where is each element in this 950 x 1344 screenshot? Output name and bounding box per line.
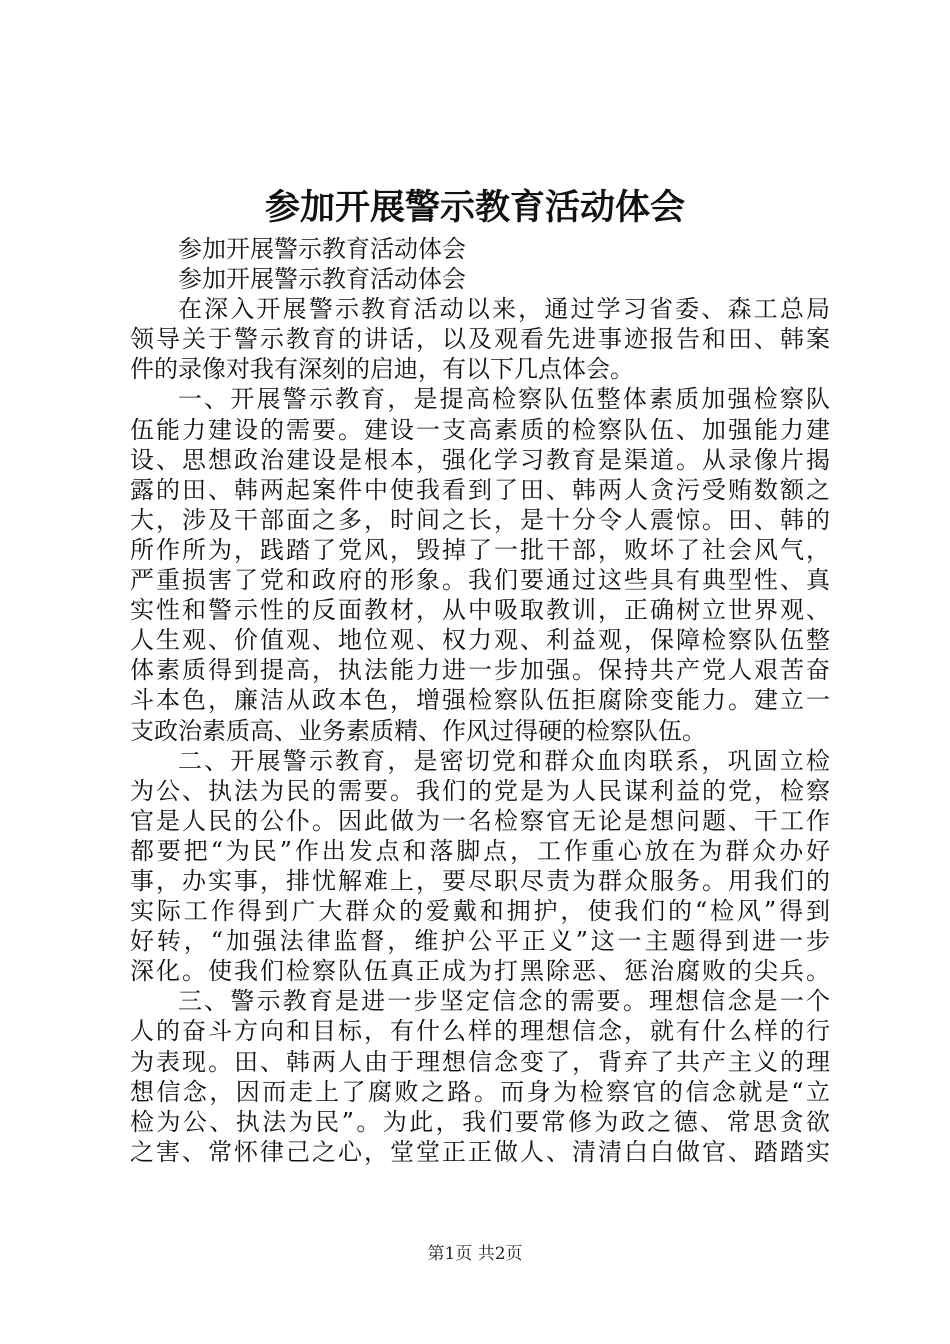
- body-line: 想信念，因而走上了腐败之路。而身为检察官的信念就是“立: [130, 1077, 830, 1106]
- body-line: 参加开展警示教育活动体会: [178, 265, 466, 294]
- body-line: 所作所为，践踏了党风，毁掉了一批干部，败坏了社会风气，: [130, 535, 830, 564]
- body-line: 设、思想政治建设是根本，强化学习教育是渠道。从录像片揭: [130, 445, 830, 474]
- body-line: 深化。使我们检察队伍真正成为打黑除恶、惩治腐败的尖兵。: [130, 957, 830, 986]
- body-line: 体素质得到提高，执法能力进一步加强。保持共产党人艰苦奋: [130, 656, 830, 685]
- body-line: 好转，“加强法律监督，维护公平正义”这一主题得到进一步: [130, 927, 830, 956]
- body-line: 人生观、价值观、地位观、权力观、利益观，保障检察队伍整: [130, 626, 830, 655]
- body-line: 支政治素质高、业务素质精、作风过得硬的检察队伍。: [130, 716, 706, 745]
- body-line: 人的奋斗方向和目标，有什么样的理想信念，就有什么样的行: [130, 1017, 830, 1046]
- body-line: 官是人民的公仆。因此做为一名检察官无论是想问题、干工作: [130, 806, 830, 835]
- body-line: 为表现。田、韩两人由于理想信念变了，背弃了共产主义的理: [130, 1047, 830, 1076]
- body-line: 三、警示教育是进一步坚定信念的需要。理想信念是一个: [178, 987, 830, 1016]
- document-title: 参加开展警示教育活动体会: [264, 187, 685, 228]
- document-body: [130, 234, 830, 1167]
- body-line: 件的录像对我有深刻的启迪，有以下几点体会。: [130, 355, 634, 384]
- body-line: 实际工作得到广大群众的爱戴和拥护，使我们的“检风”得到: [130, 897, 830, 926]
- body-line: 检为公、执法为民”。为此，我们要常修为政之德、常思贪欲: [130, 1107, 830, 1136]
- body-line: 露的田、韩两起案件中使我看到了田、韩两人贪污受贿数额之: [130, 475, 830, 504]
- body-line: 斗本色，廉洁从政本色，增强检察队伍拒腐除变能力。建立一: [130, 686, 830, 715]
- body-line: 参加开展警示教育活动体会: [178, 235, 466, 263]
- body-line: 实性和警示性的反面教材，从中吸取教训，正确树立世界观、: [130, 596, 830, 625]
- body-line: 二、开展警示教育，是密切党和群众血肉联系，巩固立检: [178, 746, 830, 775]
- body-line: 领导关于警示教育的讲话，以及观看先进事迹报告和田、韩案: [130, 325, 830, 354]
- page-number-footer: 第1页 共2页: [427, 1244, 523, 1264]
- body-line: 事，办实事，排忧解难上，要尽职尽责为群众服务。用我们的: [130, 866, 830, 895]
- body-line: 在深入开展警示教育活动以来，通过学习省委、森工总局: [178, 295, 830, 324]
- body-line: 都要把“为民”作出发点和落脚点，工作重心放在为群众办好: [130, 836, 830, 865]
- body-line: 严重损害了党和政府的形象。我们要通过这些具有典型性、真: [130, 566, 830, 595]
- body-line: 伍能力建设的需要。建设一支高素质的检察队伍、加强能力建: [130, 415, 830, 444]
- body-line: 一、开展警示教育，是提高检察队伍整体素质加强检察队: [178, 385, 830, 414]
- body-line: 大，涉及干部面之多，时间之长，是十分令人震惊。田、韩的: [130, 505, 830, 534]
- body-line: 之害、常怀律己之心，堂堂正正做人、清清白白做官、踏踏实: [130, 1137, 830, 1166]
- body-line: 为公、执法为民的需要。我们的党是为人民谋利益的党，检察: [130, 776, 830, 805]
